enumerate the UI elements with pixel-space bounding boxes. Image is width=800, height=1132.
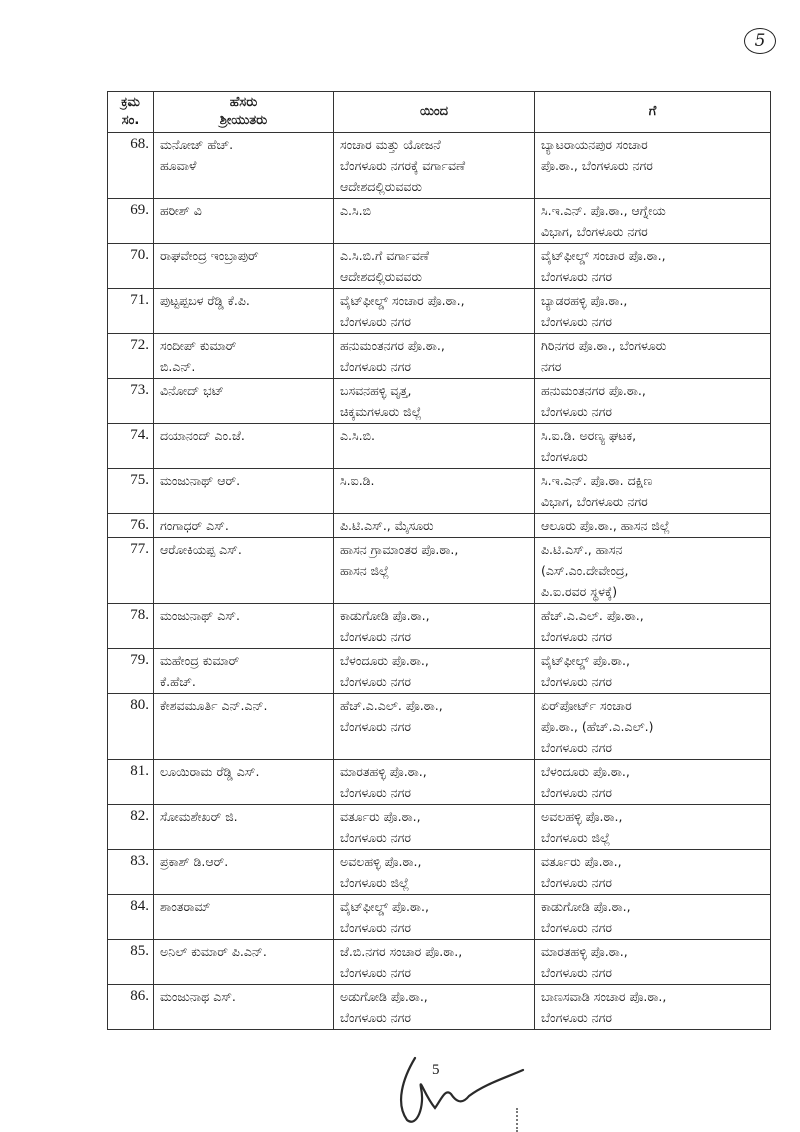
- name-cell-line: ಮಂಜುನಾಥ ಎಸ್.: [160, 989, 236, 1004]
- to-cell-line: ಹನುಮಂತನಗರ ಪೊ.ಠಾ.,: [541, 383, 646, 398]
- to-cell: [535, 424, 771, 469]
- to-cell: [535, 895, 771, 940]
- to-cell-line: ಅವಲಹಳ್ಳಿ ಪೊ.ಠಾ.,: [541, 809, 623, 824]
- name-cell: [154, 805, 334, 850]
- from-cell-line: ಸಿ.ಐ.ಡಿ.: [340, 473, 375, 488]
- name-cell-line: ಅನಿಲ್ ಕುಮಾರ್ ಪಿ.ಎನ್.: [160, 944, 267, 959]
- from-cell: [334, 514, 535, 538]
- serial-cell: 85.: [108, 940, 154, 985]
- header-to-line: ಗೆ: [648, 104, 657, 119]
- to-cell-line: ನಗರ: [541, 359, 562, 374]
- serial-cell: 76.: [108, 514, 154, 538]
- table-row: [108, 133, 771, 199]
- from-cell-line: ಬೆಂಗಳೂರು ನಗರಕ್ಕೆ ವರ್ಗಾವಣೆ: [340, 158, 466, 173]
- from-cell-line: ಹನುಮಂತನಗರ ಪೊ.ಠಾ.,: [340, 338, 445, 353]
- table-header-row: [108, 92, 771, 133]
- table-row: [108, 538, 771, 604]
- name-cell: [154, 940, 334, 985]
- serial-cell: 69.: [108, 199, 154, 244]
- table-row: [108, 604, 771, 649]
- from-cell: [334, 940, 535, 985]
- name-cell-line: ಪ್ರಕಾಶ್ ಡಿ.ಆರ್.: [160, 854, 229, 869]
- to-cell: [535, 694, 771, 760]
- from-cell: [334, 760, 535, 805]
- table-row: [108, 649, 771, 694]
- name-cell: [154, 379, 334, 424]
- signature-mark: [395, 1048, 535, 1128]
- from-cell-line: ಬೆಂಗಳೂರು ನಗರ: [340, 830, 411, 845]
- name-cell: [154, 850, 334, 895]
- from-cell-line: ಸಂಚಾರ ಮತ್ತು ಯೋಜನೆ: [340, 137, 441, 152]
- from-cell: [334, 244, 535, 289]
- from-cell: [334, 985, 535, 1030]
- from-cell-line: ಬೆಂಗಳೂರು ನಗರ: [340, 965, 411, 980]
- from-cell-line: ಬೆಂಗಳೂರು ಜಿಲ್ಲೆ: [340, 875, 410, 890]
- to-cell-line: ಬೆಂಗಳೂರು ನಗರ: [541, 629, 612, 644]
- to-cell-line: ಪೊ.ಠಾ., ಬೆಂಗಳೂರು ನಗರ: [541, 158, 653, 173]
- to-cell-line: ಬೆಂಗಳೂರು: [541, 449, 588, 464]
- to-cell-line: ಸಿ.ಇ.ಎನ್. ಪೊ.ಠಾ. ದಕ್ಷಿಣ: [541, 473, 653, 488]
- name-cell-line: ಸೋಮಶೇಖರ್ ಜಿ.: [160, 809, 238, 824]
- from-cell: [334, 289, 535, 334]
- serial-cell: 86.: [108, 985, 154, 1030]
- serial-cell: 72.: [108, 334, 154, 379]
- name-cell-line: ಕೇಶವಮೂರ್ತಿ ಎನ್.ಎನ್.: [160, 698, 268, 713]
- serial-cell: 82.: [108, 805, 154, 850]
- from-cell-line: ಬೆಂಗಳೂರು ನಗರ: [340, 674, 411, 689]
- from-cell-line: ಆದೇಶದಲ್ಲಿರುವವರು: [340, 269, 423, 284]
- name-cell-line: ಮಂಜುನಾಥ್ ಎಸ್.: [160, 608, 240, 623]
- header-serial-line: ಸಂ.: [121, 113, 140, 128]
- name-cell: [154, 604, 334, 649]
- to-cell-line: ಸಿ.ಇ.ಎನ್. ಪೊ.ಠಾ., ಆಗ್ನೇಯ: [541, 203, 666, 218]
- serial-cell: 75.: [108, 469, 154, 514]
- to-cell-line: ಬೆಂಗಳೂರು ನಗರ: [541, 674, 612, 689]
- from-cell: [334, 538, 535, 604]
- from-cell-line: ಅವಲಹಳ್ಳಿ ಪೊ.ಠಾ.,: [340, 854, 422, 869]
- serial-cell: 77.: [108, 538, 154, 604]
- from-cell: [334, 469, 535, 514]
- serial-cell: 84.: [108, 895, 154, 940]
- to-cell: [535, 289, 771, 334]
- serial-cell: 83.: [108, 850, 154, 895]
- name-cell-line: ಲೂಯಿರಾಮ ರೆಡ್ಡಿ ಎಸ್.: [160, 764, 260, 779]
- from-cell-line: ಪಿ.ಟಿ.ಎಸ್., ಮೈಸೂರು: [340, 518, 434, 533]
- name-cell-line: ಶಾಂತರಾಮ್: [160, 899, 211, 914]
- to-cell-line: ಬೆಂಗಳೂರು ನಗರ: [541, 785, 612, 800]
- serial-cell: 70.: [108, 244, 154, 289]
- to-cell-line: ಬೆಂಗಳೂರು ನಗರ: [541, 269, 612, 284]
- table-row: [108, 424, 771, 469]
- from-cell: [334, 199, 535, 244]
- from-cell: [334, 604, 535, 649]
- to-cell-line: ವಿಭಾಗ, ಬೆಂಗಳೂರು ನಗರ: [541, 494, 648, 509]
- table-row: [108, 940, 771, 985]
- name-cell: [154, 424, 334, 469]
- table-row: [108, 760, 771, 805]
- to-cell-line: ಬ್ಯಾಡರಹಳ್ಳಿ ಪೊ.ಠಾ.,: [541, 293, 628, 308]
- from-cell-line: ವೈಟ್‌ಫೀಲ್ಡ್ ಪೊ.ಠಾ.,: [340, 899, 429, 914]
- table-row: [108, 895, 771, 940]
- from-cell-line: ಎ.ಸಿ.ಬಿ: [340, 203, 372, 218]
- to-cell: [535, 538, 771, 604]
- from-cell-line: ಬೆಳಂದೂರು ಪೊ.ಠಾ.,: [340, 653, 429, 668]
- to-cell-line: ಬ್ಯಾಟರಾಯನಪುರ ಸಂಚಾರ: [541, 137, 648, 152]
- table-row: [108, 199, 771, 244]
- serial-cell: 81.: [108, 760, 154, 805]
- to-cell-line: ಬೆಂಗಳೂರು ನಗರ: [541, 965, 612, 980]
- from-cell-line: ಚಿಕ್ಕಮಗಳೂರು ಜಿಲ್ಲೆ: [340, 404, 422, 419]
- to-cell-line: ಬೆಂಗಳೂರು ನಗರ: [541, 404, 612, 419]
- from-cell-line: ಬೆಂಗಳೂರು ನಗರ: [340, 1010, 411, 1025]
- header-name: [154, 92, 334, 133]
- from-cell-line: ವೈಟ್‌ಫೀಲ್ಡ್ ಸಂಚಾರ ಪೊ.ಠಾ.,: [340, 293, 465, 308]
- from-cell: [334, 133, 535, 199]
- name-cell-line: ದಯಾನಂದ್ ಎಂ.ಜೆ.: [160, 428, 245, 443]
- serial-cell: 68.: [108, 133, 154, 199]
- to-cell: [535, 334, 771, 379]
- name-cell: [154, 469, 334, 514]
- name-cell-line: ಮಹೇಂದ್ರ ಕುಮಾರ್: [160, 653, 240, 668]
- from-cell: [334, 424, 535, 469]
- to-cell-line: ಮಾರತಹಳ್ಳಿ ಪೊ.ಠಾ.,: [541, 944, 628, 959]
- to-cell-line: ವೈಟ್‌ಫೀಲ್ಡ್ ಸಂಚಾರ ಪೊ.ಠಾ.,: [541, 248, 666, 263]
- name-cell-line: ಹರೀಶ್ ವಿ: [160, 203, 202, 218]
- to-cell-line: (ಎಸ್.ಎಂ.ದೇವೇಂದ್ರ,: [541, 563, 629, 578]
- footer-page-number: 5: [432, 1062, 440, 1078]
- name-cell: [154, 133, 334, 199]
- to-cell-line: ಬಾಣಸವಾಡಿ ಸಂಚಾರ ಪೊ.ಠಾ.,: [541, 989, 667, 1004]
- to-cell-line: ಪಿ.ಟಿ.ಎಸ್., ಹಾಸನ: [541, 542, 623, 557]
- name-cell-line: ಆರೋಕಿಯಪ್ಪ ಎಸ್.: [160, 542, 242, 557]
- from-cell-line: ಬೆಂಗಳೂರು ನಗರ: [340, 785, 411, 800]
- from-cell-line: ಬೆಂಗಳೂರು ನಗರ: [340, 629, 411, 644]
- to-cell: [535, 985, 771, 1030]
- from-cell-line: ಕಾಡುಗೋಡಿ ಪೊ.ಠಾ.,: [340, 608, 430, 623]
- to-cell-line: ಬೆಂಗಳೂರು ನಗರ: [541, 1010, 612, 1025]
- table-row: [108, 850, 771, 895]
- name-cell-line: ಗಂಗಾಧರ್ ಎಸ್.: [160, 518, 229, 533]
- name-cell: [154, 514, 334, 538]
- to-cell-line: ಕಾಡುಗೋಡಿ ಪೊ.ಠಾ.,: [541, 899, 631, 914]
- from-cell-line: ಎ.ಸಿ.ಬಿ.: [340, 428, 375, 443]
- name-cell: [154, 694, 334, 760]
- from-cell: [334, 850, 535, 895]
- header-to: [535, 92, 771, 133]
- header-serial-line: ಕ್ರಮ: [121, 95, 140, 110]
- name-cell-line: ಸಂದೀಪ್ ಕುಮಾರ್: [160, 338, 237, 353]
- serial-cell: 78.: [108, 604, 154, 649]
- table-row: [108, 694, 771, 760]
- scan-mark: [516, 1108, 520, 1132]
- from-cell: [334, 649, 535, 694]
- page-number-circled: [744, 28, 776, 54]
- table-body: [108, 133, 771, 1030]
- name-cell: [154, 199, 334, 244]
- from-cell-line: ವರ್ತೂರು ಪೊ.ಠಾ.,: [340, 809, 421, 824]
- to-cell-line: ಪೊ.ಠಾ., (ಹೆಚ್.ಎ.ಎಲ್.): [541, 719, 654, 734]
- serial-cell: 79.: [108, 649, 154, 694]
- table-row: [108, 244, 771, 289]
- header-name-line: ಶ್ರೀಯುತರು: [219, 113, 268, 128]
- page-marker-text: 5: [754, 31, 766, 51]
- name-cell: [154, 649, 334, 694]
- from-cell-line: ಜೆ.ಬಿ.ನಗರ ಸಂಚಾರ ಪೊ.ಠಾ.,: [340, 944, 463, 959]
- name-cell-line: ಮಂಜುನಾಥ್ ಆರ್.: [160, 473, 241, 488]
- from-cell: [334, 805, 535, 850]
- to-cell-line: ಪಿ.ಐ.ರವರ ಸ್ಥಳಕ್ಕೆ): [541, 584, 618, 599]
- from-cell: [334, 379, 535, 424]
- to-cell: [535, 760, 771, 805]
- from-cell-line: ಬೆಂಗಳೂರು ನಗರ: [340, 920, 411, 935]
- from-cell-line: ಹಾಸನ ಗ್ರಾಮಾಂತರ ಪೊ.ಠಾ.,: [340, 542, 459, 557]
- to-cell: [535, 244, 771, 289]
- to-cell-line: ಆಲೂರು ಪೊ.ಠಾ., ಹಾಸನ ಜಿಲ್ಲೆ: [541, 518, 670, 533]
- to-cell: [535, 940, 771, 985]
- from-cell-line: ಹೆಚ್.ಎ.ಎಲ್. ಪೊ.ಠಾ.,: [340, 698, 443, 713]
- to-cell-line: ಹೆಚ್.ಎ.ಎಲ್. ಪೊ.ಠಾ.,: [541, 608, 644, 623]
- serial-cell: 80.: [108, 694, 154, 760]
- header-name-line: ಹೆಸರು: [229, 95, 258, 110]
- serial-cell: 71.: [108, 289, 154, 334]
- from-cell-line: ಬೆಂಗಳೂರು ನಗರ: [340, 314, 411, 329]
- name-cell: [154, 334, 334, 379]
- name-cell-line: ವಿನೋದ್ ಭಟ್: [160, 383, 224, 398]
- to-cell-line: ಬೆಂಗಳೂರು ನಗರ: [541, 740, 612, 755]
- from-cell-line: ಅಡುಗೋಡಿ ಪೊ.ಠಾ.,: [340, 989, 428, 1004]
- from-cell-line: ಆದೇಶದಲ್ಲಿರುವವರು: [340, 179, 423, 194]
- to-cell-line: ವಿಭಾಗ, ಬೆಂಗಳೂರು ನಗರ: [541, 224, 648, 239]
- to-cell-line: ವೈಟ್‌ಫೀಲ್ಡ್ ಪೊ.ಠಾ.,: [541, 653, 630, 668]
- to-cell-line: ವರ್ತೂರು ಪೊ.ಠಾ.,: [541, 854, 622, 869]
- from-cell-line: ಎ.ಸಿ.ಬಿ.ಗೆ ವರ್ಗಾವಣೆ: [340, 248, 430, 263]
- to-cell-line: ಸಿ.ಐ.ಡಿ. ಅರಣ್ಯ ಘಟಕ,: [541, 428, 637, 443]
- table-row: [108, 334, 771, 379]
- header-from: [334, 92, 535, 133]
- to-cell-line: ಬೆಂಗಳೂರು ನಗರ: [541, 875, 612, 890]
- name-cell: [154, 760, 334, 805]
- name-cell-line: ಹೂವಾಳೆ: [160, 158, 197, 173]
- name-cell: [154, 985, 334, 1030]
- name-cell-line: ಬಿ.ಎನ್.: [160, 359, 196, 374]
- to-cell: [535, 133, 771, 199]
- serial-cell: 73.: [108, 379, 154, 424]
- to-cell-line: ಬೆಂಗಳೂರು ಜಿಲ್ಲೆ: [541, 830, 611, 845]
- serial-cell: 74.: [108, 424, 154, 469]
- table-row: [108, 805, 771, 850]
- from-cell-line: ಮಾರತಹಳ್ಳಿ ಪೊ.ಠಾ.,: [340, 764, 427, 779]
- from-cell: [334, 334, 535, 379]
- name-cell-line: ಮನೋಜ್ ಹೆಚ್.: [160, 137, 234, 152]
- to-cell: [535, 649, 771, 694]
- from-cell: [334, 895, 535, 940]
- to-cell: [535, 469, 771, 514]
- table-row: [108, 379, 771, 424]
- to-cell: [535, 514, 771, 538]
- table-row: [108, 514, 771, 538]
- to-cell-line: ಗಿರಿನಗರ ಪೊ.ಠಾ., ಬೆಂಗಳೂರು: [541, 338, 667, 353]
- name-cell: [154, 244, 334, 289]
- from-cell-line: ಬೆಂಗಳೂರು ನಗರ: [340, 359, 411, 374]
- from-cell-line: ಬೆಂಗಳೂರು ನಗರ: [340, 719, 411, 734]
- to-cell: [535, 199, 771, 244]
- table-row: [108, 469, 771, 514]
- name-cell: [154, 289, 334, 334]
- to-cell: [535, 850, 771, 895]
- table-row: [108, 985, 771, 1030]
- to-cell: [535, 379, 771, 424]
- name-cell-line: ರಾಘವೇಂದ್ರ ಇಂಬ್ರಾಪುರ್: [160, 248, 259, 263]
- transfer-table: [107, 91, 771, 1030]
- name-cell: [154, 895, 334, 940]
- name-cell-line: ಕೆ.ಹೆಚ್.: [160, 674, 196, 689]
- from-cell-line: ಬಸವನಹಳ್ಳಿ ವೃತ್ತ,: [340, 383, 412, 398]
- to-cell-line: ಏರ್‌ಪೋರ್ಟ್ ಸಂಚಾರ: [541, 698, 632, 713]
- table-row: [108, 289, 771, 334]
- from-cell-line: ಹಾಸನ ಜಿಲ್ಲೆ: [340, 563, 390, 578]
- to-cell-line: ಬೆಳಂದೂರು ಪೊ.ಠಾ.,: [541, 764, 630, 779]
- to-cell-line: ಬೆಂಗಳೂರು ನಗರ: [541, 314, 612, 329]
- name-cell: [154, 538, 334, 604]
- from-cell: [334, 694, 535, 760]
- to-cell: [535, 805, 771, 850]
- to-cell: [535, 604, 771, 649]
- header-serial: [108, 92, 154, 133]
- header-from-line: ಯಿಂದ: [419, 104, 449, 119]
- to-cell-line: ಬೆಂಗಳೂರು ನಗರ: [541, 920, 612, 935]
- name-cell-line: ಪುಟ್ಟಪ್ಪಬಳ ರೆಡ್ಡಿ ಕೆ.ಪಿ.: [160, 293, 250, 308]
